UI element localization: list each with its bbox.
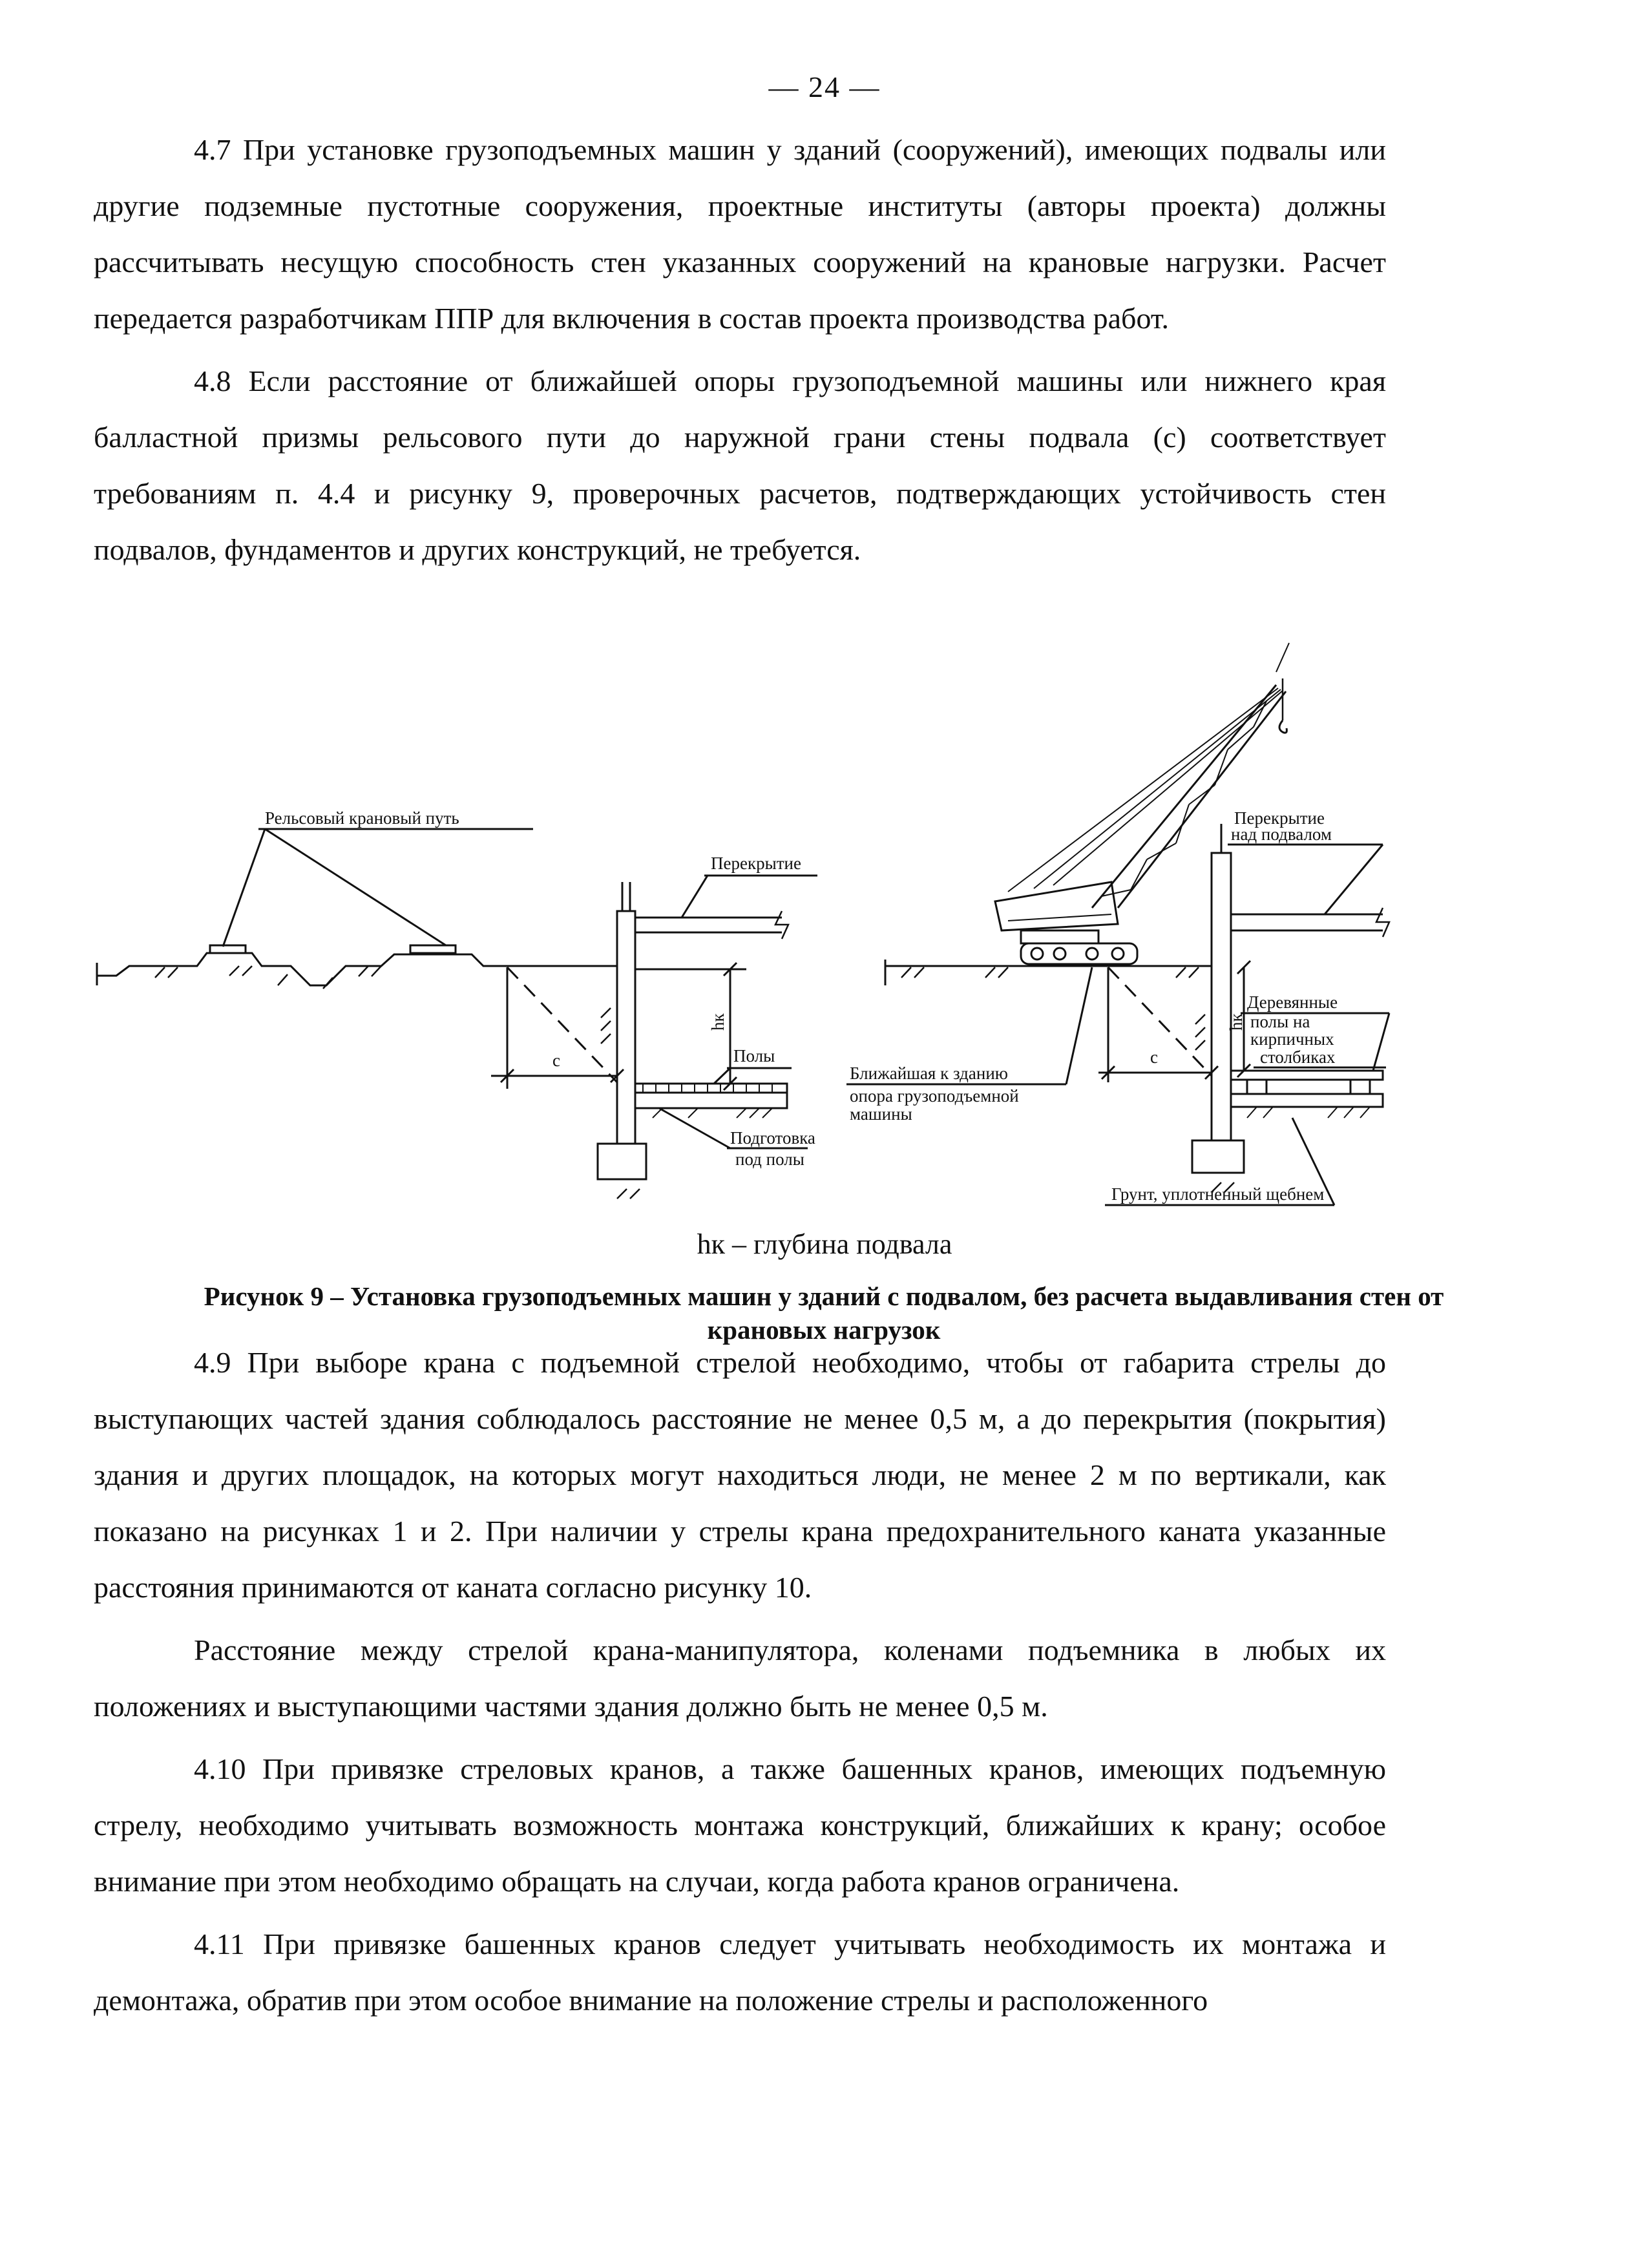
text-block-bottom [94,1334,1386,2028]
paragraph-4-10: 4.10 При привязке стреловых кранов, а также башенных кранов, имеющих подъемную стрелу, необходимо учитывать возможность монтажа конструкций, ближайших к крану; особое внимание при этом необходимо обращать на случаи, когда работа кранов ограничена. [94,1752,1386,1898]
label-prep-line1: Подготовка [730,1128,815,1148]
figure-9 [84,636,1415,1218]
label-slab: Перекрытие [711,854,801,873]
crane-turntable [1021,930,1098,943]
label-support-line3: машины [850,1104,912,1124]
label-right-slab-line2: над подвалом [1231,824,1332,844]
label-rail-track: Рельсовый крановый путь [265,808,459,828]
label-support-line1: Ближайшая к зданию [850,1064,1008,1083]
left-floor-ticks [643,1084,772,1093]
right-influence-line [1108,967,1212,1076]
label-right-hk: hк [1226,1013,1246,1031]
label-right-c: с [1150,1047,1158,1067]
paragraph-4-7: 4.7 При установке грузоподъемных машин у зданий (сооружений), имеющих подвалы или другие подземные пустотные сооружения, проектные институты (авторы проекта) должны рассчитывать несущую способность стен указанных сооружений на крановые нагрузки. Расчет передается разработчикам ППР для включения в состав проекта производства работ. [94,133,1386,335]
label-wood-line1: Деревянные [1247,992,1338,1012]
left-floor-prep [635,1093,787,1108]
prep-leader [659,1108,730,1148]
text-block-top [94,121,1386,578]
brick-post-1 [1247,1080,1266,1094]
crane-boom-lower [1092,685,1276,908]
left-basement-wall [617,911,635,1144]
rail-leader-1 [223,829,265,947]
crawler-crane [995,643,1289,964]
crane-hook [1279,720,1287,733]
paragraph-4-11: 4.11 При привязке башенных кранов следует учитывать необходимость их монтажа и демонтажа, обратив при этом особое внимание на положение стрелы и расположенного [94,1927,1386,2017]
left-diagram [97,808,817,1199]
support-leader [1066,967,1092,1084]
right-diagram [846,643,1389,1205]
right-soil-hatching [1247,1107,1370,1118]
right-basement-wall [1212,853,1231,1140]
left-prep-hatching [653,1108,772,1118]
floors-leader [714,1068,730,1084]
left-ground-profile [97,953,510,985]
label-support-line2: опора грузоподъемной [850,1086,1019,1106]
label-left-c: с [552,1051,560,1070]
slab-leader [682,876,708,918]
right-slab-leader [1325,845,1383,914]
figure-legend: hк – глубина подвала [697,1228,952,1260]
label-right-slab-line1: Перекрытие [1234,808,1325,828]
rail-leader-2 [265,829,446,945]
label-left-hk: hк [708,1013,728,1031]
right-gravel-layer [1231,1094,1383,1107]
brick-post-2 [1350,1080,1370,1094]
label-soil: Грунт, уплотненный щебнем [1111,1184,1325,1204]
figure-9-drawing [84,636,1415,1218]
paragraph-4-8: 4.8 Если расстояние от ближайшей опоры грузоподъемной машины или нижнего края балластной призмы рельсового пути до наружной грани стены подвала (с) соответствует требованиям п. 4.4 и рисунку 9, проверочных расчетов, подтверждающих устойчивость стен подвалов, фундаментов и других конструкций, не требуется. [94,364,1386,566]
left-footing [598,1144,646,1179]
label-wood-line3: кирпичных [1250,1029,1334,1049]
right-wood-floor [1231,1071,1383,1080]
right-footing [1192,1140,1244,1173]
label-wood-line4: столбиках [1260,1047,1336,1067]
paragraph-4-9: 4.9 При выборе крана с подъемной стрелой необходимо, чтобы от габарита стрелы до выступающих частей здания соблюдалось расстояние не менее 0,5 м, а до перекрытия (покрытия) здания и других площадок, на которых могут находиться люди, не менее 2 м по вертикали, как показано на рисунках 1 и 2. При наличии у стрелы крана предохранительного каната указанные расстояния принимаются от каната согласно рисунку 10. [94,1346,1386,1604]
wood-leader [1373,1013,1389,1071]
figure-caption: Рисунок 9 – Установка грузоподъемных машин у зданий с подвалом, без расчета выдавливания стен от крановых нагрузок [204,1281,1444,1345]
crane-tracks [1021,943,1137,964]
rail-right [410,945,456,953]
left-influence-line [507,967,617,1082]
paragraph-distance: Расстояние между стрелой крана-манипулятора, коленами подъемника в любых их положениях и выступающими частями здания должно быть не менее 0,5 м. [94,1633,1386,1723]
left-floor [635,1084,787,1093]
rail-left [210,945,246,953]
right-ground-hatching [901,967,1199,978]
label-floors: Полы [733,1046,775,1066]
page-number: — 24 — [768,70,881,103]
label-wood-line2: полы на [1250,1012,1310,1031]
crane-cab [995,882,1118,930]
left-ground-hatching [155,966,381,989]
label-prep-line2: под полы [735,1150,804,1169]
